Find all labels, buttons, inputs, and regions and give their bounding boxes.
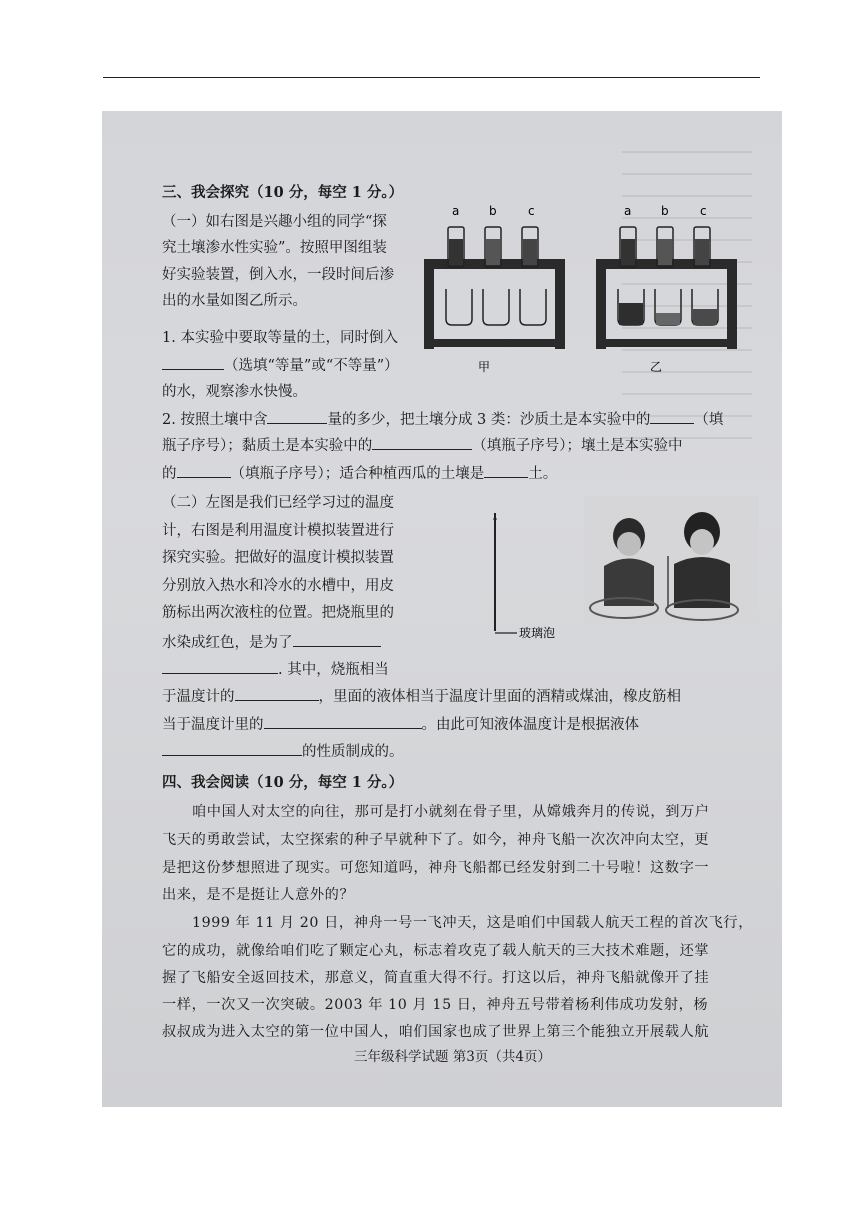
- answer-blank[interactable]: [372, 437, 472, 450]
- answer-blank[interactable]: [293, 634, 381, 647]
- page-footer: 三年级科学试题 第3页（共4页）: [354, 1049, 551, 1065]
- top-rule: [103, 77, 760, 78]
- label-c: c: [700, 204, 707, 218]
- question1-line: 1. 本实验中要取等量的土，同时倒入: [162, 330, 398, 346]
- part2-line6: 水染成红色，是为了: [162, 634, 381, 651]
- paragraph-line: 握了飞船安全返回技术，那意义，简直重大得不行。打这以后，神舟飞船就像开了挂: [162, 970, 710, 986]
- part1-line: 究土壤渗水性实验”。按照甲图组装: [162, 240, 387, 256]
- scanned-page: [102, 111, 782, 1107]
- paragraph-line: 它的成功，就像给咱们吃了颗定心丸，标志着攻克了载人航天的三大技术难题，还掌: [162, 943, 710, 959]
- part2-line: （二）左图是我们已经学习过的温度: [162, 495, 394, 511]
- answer-blank[interactable]: [162, 357, 224, 370]
- label-c: c: [528, 204, 535, 218]
- paragraph-line: 是把这份梦想照进了现实。可您知道吗，神舟飞船都已经发射到二十号啦！这数字一: [162, 860, 710, 876]
- question1-hint: （选填“等量”或“不等量”）: [224, 358, 399, 374]
- label-b: b: [489, 204, 497, 218]
- part2-line9: 当于温度计里的 。由此可知液体温度计是根据液体: [162, 717, 639, 733]
- question1-line3: 的水，观察渗水快慢。: [162, 384, 307, 400]
- answer-blank[interactable]: [267, 411, 327, 424]
- answer-blank[interactable]: [235, 688, 319, 701]
- question2-line2: 瓶子序号）；黏质土是本实验中的 （填瓶子序号）；壤土是本实验中: [162, 438, 683, 454]
- rack-jia: [424, 204, 565, 374]
- label-a: a: [624, 204, 632, 218]
- part1-line: 好实验装置，倒入水，一段时间后渗: [162, 267, 394, 283]
- thermometer-figure: [482, 509, 582, 649]
- part2-line7: . 其中，烧瓶相当: [162, 661, 389, 678]
- part1-line: 出的水量如图乙所示。: [162, 293, 307, 309]
- part2-line: 计，右图是利用温度计模拟装置进行: [162, 523, 394, 539]
- label-yi: 乙: [650, 360, 663, 374]
- label-a: a: [452, 204, 460, 218]
- answer-blank[interactable]: [177, 465, 231, 478]
- answer-blank[interactable]: [162, 743, 302, 756]
- paragraph-line: 一样，一次又一次突破。2003 年 10 月 15 日，神舟五号带着杨利伟成功发射，杨: [162, 997, 709, 1013]
- paragraph-line: 出来，是不是挺让人意外的？: [162, 887, 355, 903]
- paragraph-line: 1999 年 11 月 20 日，神舟一号一飞冲天，这是咱们中国载人航天工程的首次飞行，: [192, 915, 753, 931]
- paragraph-line: 飞天的勇敢尝试，太空探索的种子早就种下了。如今，神舟飞船一次次冲向太空，更: [162, 832, 710, 848]
- bulb-label: 玻璃泡: [519, 626, 556, 640]
- label-jia: 甲: [478, 360, 491, 374]
- question1-line2: [162, 357, 399, 374]
- answer-blank[interactable]: [484, 465, 528, 478]
- soil-experiment-figure: [420, 199, 755, 374]
- label-b: b: [661, 204, 669, 218]
- part2-line: 筋标出两次液柱的位置。把烧瓶里的: [162, 605, 394, 621]
- rack-yi: [596, 204, 737, 374]
- section3-heading: 三、我会探究（10 分，每空 1 分。）: [162, 184, 404, 201]
- paragraph-line: 咱中国人对太空的向往，那可是打小就刻在骨子里，从嫦娥奔月的传说，到万户: [192, 804, 710, 820]
- part2-line10: 的性质制成的。: [162, 743, 404, 760]
- question2-line1: 2. 按照土壤中含 量的多少，把土壤分成 3 类：沙质土是本实验中的 （填: [162, 412, 724, 428]
- students-experiment-photo: [584, 496, 759, 626]
- answer-blank[interactable]: [650, 411, 694, 424]
- paragraph-line: 叔叔成为进入太空的第一位中国人，咱们国家也成了世界上第三个能独立开展载人航: [162, 1024, 710, 1040]
- answer-blank[interactable]: [264, 716, 422, 729]
- answer-blank[interactable]: [162, 661, 278, 674]
- part2-line: 探究实验。把做好的温度计模拟装置: [162, 550, 394, 566]
- part2-line8: 于温度计的 ，里面的液体相当于温度计里面的酒精或煤油，橡皮筋相: [162, 689, 681, 705]
- part1-line: （一）如右图是兴趣小组的同学“探: [162, 214, 387, 230]
- question2-line3: 的 （填瓶子序号）；适合种植西瓜的土壤是 土。: [162, 466, 558, 482]
- part2-line: 分别放入热水和冷水的水槽中，用皮: [162, 578, 394, 594]
- section4-heading: 四、我会阅读（10 分，每空 1 分。）: [162, 774, 404, 791]
